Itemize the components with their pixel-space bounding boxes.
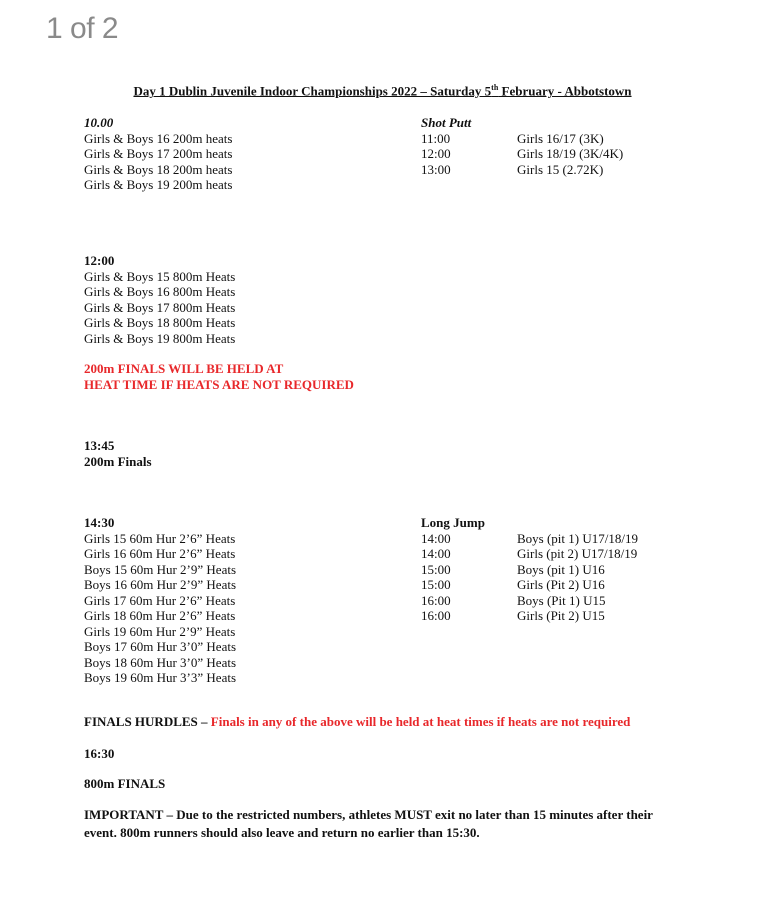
event-item: Girls 16 60m Hur 2’6” Heats	[84, 546, 236, 561]
session-1200	[84, 253, 235, 346]
title-prefix: Day 1 Dublin Juvenile Indoor Championships 2022 – Saturday 5	[133, 83, 492, 99]
session-1345	[84, 438, 152, 469]
event-item: Girls 19 60m Hur 2’9” Heats	[84, 623, 236, 639]
finals-hurdles-note	[84, 713, 630, 731]
row-time: 15:00	[421, 561, 451, 577]
row-event: Girls 15 (2.72K)	[517, 161, 604, 177]
event-item: Boys 16 60m Hur 2’9” Heats	[84, 577, 237, 592]
row-event: Girls (pit 2) U17/18/19	[517, 546, 638, 561]
schedule-row	[421, 608, 638, 624]
notice-200m-finals	[84, 361, 354, 392]
important-line: IMPORTANT – Due to the restricted numbers, athletes MUST exit no later than 15 minutes after their	[84, 807, 653, 822]
page-indicator: 1 of 2	[46, 12, 119, 45]
session-1000	[84, 115, 232, 193]
title-suffix: February - Abbotstown	[498, 83, 632, 99]
event-item: Boys 15 60m Hur 2’9” Heats	[84, 561, 237, 577]
event-item: Boys 19 60m Hur 3’3” Heats	[84, 670, 237, 685]
session-1630-time: 16:30	[84, 746, 115, 761]
important-notice	[84, 806, 653, 842]
finals-hurdles-text: Finals in any of the above will be held at heat times if heats are not required	[210, 714, 631, 729]
row-event: Girls (Pit 2) U15	[517, 608, 605, 623]
row-event: Girls (Pit 2) U16	[517, 577, 605, 592]
row-event: Girls 16/17 (3K)	[517, 130, 604, 146]
row-time: 15:00	[421, 577, 451, 592]
row-time: 12:00	[421, 146, 451, 161]
title-sup: th	[491, 83, 499, 92]
schedule-row	[421, 146, 623, 162]
event-item: Girls & Boys 18 800m Heats	[84, 315, 236, 330]
shot-putt-section	[421, 115, 623, 177]
row-event: Boys (pit 1) U16	[517, 561, 605, 577]
session-time: 10.00	[84, 115, 114, 130]
event-item: Girls 17 60m Hur 2’6” Heats	[84, 592, 236, 608]
event-item: Boys 17 60m Hur 3’0” Heats	[84, 639, 237, 654]
row-event: Boys (pit 1) U17/18/19	[517, 530, 638, 546]
event-item: Girls & Boys 16 200m heats	[84, 130, 233, 146]
long-jump-section	[421, 515, 638, 624]
session-time: 12:00	[84, 253, 115, 268]
document-title	[0, 83, 765, 99]
row-time: 13:00	[421, 161, 451, 177]
schedule-row	[421, 131, 623, 147]
session-time: 14:30	[84, 515, 115, 530]
event-item: Girls & Boys 15 800m Heats	[84, 268, 236, 284]
session-1430	[84, 515, 236, 686]
notice-line: HEAT TIME IF HEATS ARE NOT REQUIRED	[84, 376, 354, 392]
event-item: Girls & Boys 17 800m Heats	[84, 299, 236, 315]
event-item: Girls & Boys 19 800m Heats	[84, 330, 236, 346]
event-item: 200m Finals	[84, 453, 152, 469]
event-item: Girls 15 60m Hur 2’6” Heats	[84, 530, 236, 546]
event-item: Girls & Boys 19 200m heats	[84, 177, 233, 192]
schedule-row	[421, 162, 623, 178]
event-item: Girls & Boys 18 200m heats	[84, 161, 233, 177]
session-1630-event: 800m FINALS	[84, 776, 166, 791]
section-heading: Shot Putt	[421, 115, 472, 130]
schedule-row	[421, 593, 638, 609]
row-time: 11:00	[421, 130, 451, 146]
event-item: Girls & Boys 17 200m heats	[84, 146, 233, 161]
row-event: Girls 18/19 (3K/4K)	[517, 146, 624, 161]
event-item: Boys 18 60m Hur 3’0” Heats	[84, 654, 237, 670]
schedule-row	[421, 577, 638, 593]
row-event: Boys (Pit 1) U15	[517, 592, 606, 608]
row-time: 16:00	[421, 608, 451, 623]
schedule-row	[421, 546, 638, 562]
row-time: 14:00	[421, 530, 451, 546]
section-heading: Long Jump	[421, 515, 485, 530]
schedule-row	[421, 531, 638, 547]
schedule-row	[421, 562, 638, 578]
row-time: 14:00	[421, 546, 451, 561]
finals-hurdles-label: FINALS HURDLES –	[84, 714, 211, 729]
row-time: 16:00	[421, 592, 451, 608]
event-item: Girls 18 60m Hur 2’6” Heats	[84, 608, 236, 623]
session-time: 13:45	[84, 438, 115, 453]
important-line: event. 800m runners should also leave and return no earlier than 15:30.	[84, 825, 480, 840]
event-item: Girls & Boys 16 800m Heats	[84, 284, 236, 299]
notice-line: 200m FINALS WILL BE HELD AT	[84, 361, 284, 376]
